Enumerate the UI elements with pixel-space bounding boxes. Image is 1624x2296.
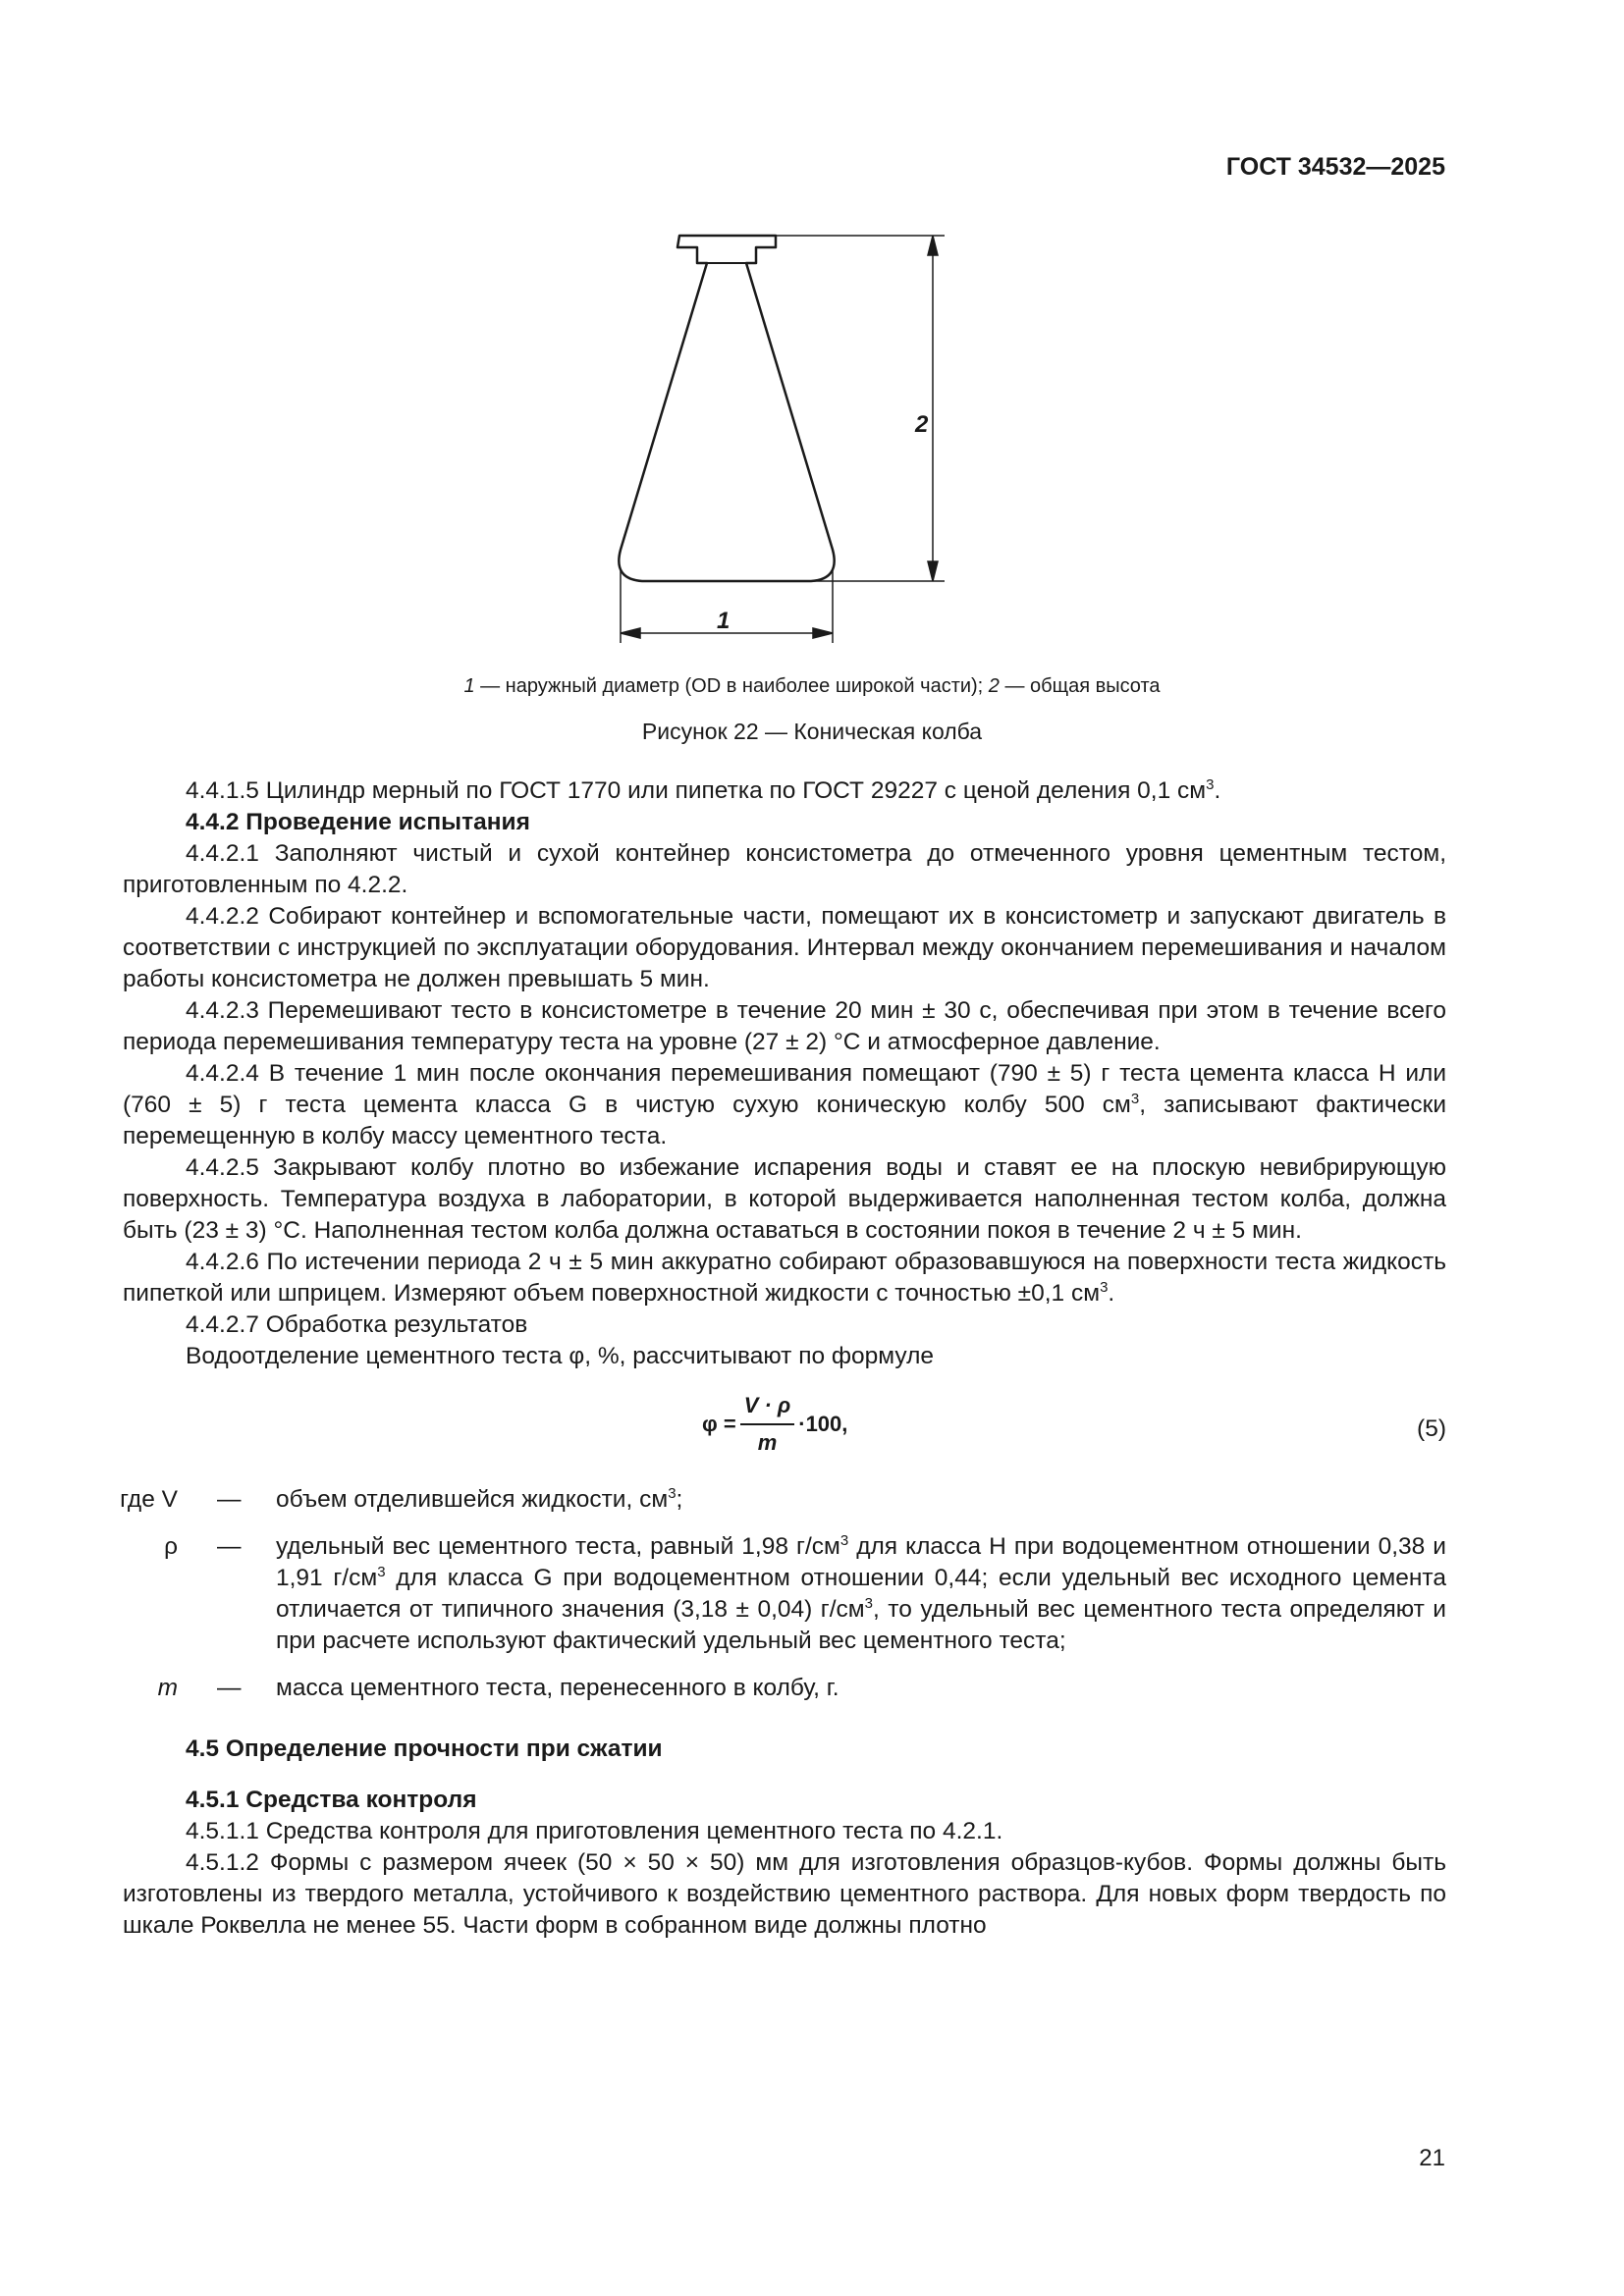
- formula-row: [123, 1390, 1446, 1480]
- conical-flask-figure: [589, 221, 982, 653]
- body-text: [120, 775, 1447, 1942]
- formula-intro: Водоотделение цементного теста φ, %, рассчитывают по формуле: [186, 1343, 935, 1369]
- paragraph-4-4-2-7: 4.4.2.7 Обработка результатов: [186, 1311, 528, 1338]
- figure-legend: 1 — наружный диаметр (OD в наиболее широкой части); 2 — общая высота: [463, 675, 1161, 697]
- formula: φ = $\frac{V \cdot \rho}{m}$ ·100,: [702, 1390, 847, 1459]
- paragraph-4-4-2-5: 4.4.2.5 Закрывают колбу плотно во избежание испарения воды и ставят ее на плоскую невибрирующую поверхность. Температура воздуха в лаборатории, в которой выдерживается наполненная тестом колба, должна быть (23 ± 3) °C. Наполненная тестом колба должна оставаться в состоянии покоя в течение 2 ч ± 5 мин.: [123, 1154, 1446, 1244]
- height-label: 2: [915, 411, 929, 438]
- formula-numerator: V · ρ: [740, 1390, 795, 1425]
- document-header: ГОСТ 34532—2025: [1225, 153, 1445, 181]
- definition-rho: ρ — удельный вес цементного теста, равный 1,98 $г/см^3$ для класса H при водоцементном отношении 0,38 и 1,91 $г/см^3$ для класса G при водоцементном отношении 0,44; если удельный вес исходного цемента отличается от типичного значения (3,18 ± 0,04) $г/см^3$, то удельный вес цементного теста определяют и при расчете используют фактический удельный вес цементного теста;: [123, 1531, 1446, 1657]
- definition-m: m — масса цементного теста, перенесенного в колбу, г.: [123, 1673, 1446, 1704]
- definition-V: где V — объем отделившейся жидкости, $см^3$;: [123, 1484, 1446, 1516]
- definition-symbol: где V: [120, 1486, 178, 1513]
- paragraph-4-4-1-5: 4.4.1.5 Цилиндр мерный по ГОСТ 1770 или пипетка по ГОСТ 29227 с ценой деления 0,1 $см^3$.: [186, 775, 1221, 804]
- figure-title: Рисунок 22 — Коническая колба: [641, 719, 983, 744]
- definition-symbol: ρ: [164, 1533, 178, 1560]
- formula-denominator: m: [757, 1430, 778, 1455]
- paragraph-4-5-1-2: 4.5.1.2 Формы с размером ячеек (50 × 50 × 50) мм для изготовления образцов-кубов. Формы должны быть изготовлены из твердого металла, устойчивого к воздействию цементного раствора. Для новых форм твердость по шкале Роквелла не менее 55. Части форм в собранном виде должны плотно: [123, 1849, 1446, 1939]
- paragraph-4-4-2-6: 4.4.2.6 По истечении периода 2 ч ± 5 мин аккуратно собирают образовавшуюся на поверхности теста жидкость пипеткой или шприцем. Измеряют объем поверхностной жидкости с точностью ±0,1 $см^3$.: [123, 1249, 1446, 1307]
- heading-4-4-2: 4.4.2 Проведение испытания: [186, 809, 530, 835]
- paragraph-4-5-1-1: 4.5.1.1 Средства контроля для приготовления цементного теста по 4.2.1.: [186, 1818, 1003, 1844]
- formula-definitions: [120, 1484, 1446, 1704]
- paragraph-4-4-2-1: 4.4.2.1 Заполняют чистый и сухой контейнер консистометра до отмеченного уровня цементным тестом, приготовленным по 4.2.2.: [123, 840, 1446, 898]
- paragraph-4-4-2-4: 4.4.2.4 В течение 1 мин после окончания перемешивания помещают (790 ± 5) г теста цемента класса H или (760 ± 5) г теста цемента класса G в чистую сухую коническую колбу 500 $см^3$, записывают фактически перемещенную в колбу массу цементного теста.: [123, 1060, 1447, 1149]
- diameter-label: 1: [717, 608, 731, 634]
- paragraph-4-4-2-3: 4.4.2.3 Перемешивают тесто в консистометре в течение 20 мин ± 30 с, обеспечивая при этом в течение всего периода перемешивания температуру теста на уровне (27 ± 2) °C и атмосферное давление.: [123, 997, 1446, 1055]
- heading-4-5: 4.5 Определение прочности при сжатии: [186, 1735, 663, 1762]
- flask-outline: [619, 236, 834, 581]
- paragraph-4-4-2-2: 4.4.2.2 Собирают контейнер и вспомогательные части, помещают их в консистометр и запускают двигатель в соответствии с инструкцией по эксплуатации оборудования. Интервал между окончанием перемешивания и началом работы консистометра не должен превышать 5 мин.: [123, 903, 1446, 992]
- heading-4-5-1: 4.5.1 Средства контроля: [186, 1787, 477, 1813]
- page-number: 21: [1419, 2145, 1445, 2171]
- definition-symbol: m: [157, 1675, 178, 1701]
- formula-number: (5): [1417, 1415, 1446, 1442]
